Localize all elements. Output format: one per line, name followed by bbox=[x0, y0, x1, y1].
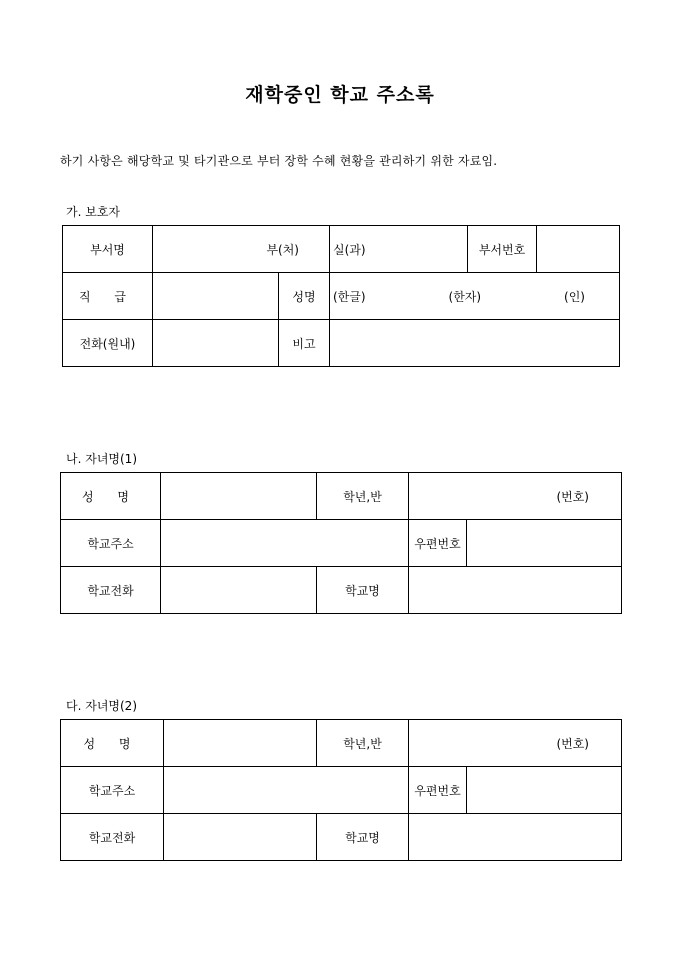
child2-school-phone-label: 학교전화 bbox=[61, 814, 164, 861]
name-hanja-label: (한자) bbox=[448, 289, 482, 304]
position-label: 직 급 bbox=[63, 273, 153, 320]
section-title-child2: 다. 자녀명(2) bbox=[66, 699, 137, 713]
child2-grade-class-label: 학년,반 bbox=[317, 720, 409, 767]
dept-bu-cheo-field[interactable] bbox=[153, 226, 330, 273]
child2-number-suffix: (번호) bbox=[556, 736, 589, 751]
sil-gwa-prefix: 실(과) bbox=[333, 242, 366, 257]
intro-text: 하기 사항은 해당학교 및 타기관으로 부터 장학 수혜 현황을 관리하기 위한 자료임. bbox=[60, 154, 498, 168]
guardian-name-field[interactable] bbox=[330, 273, 620, 320]
child1-school-phone-label: 학교전화 bbox=[61, 567, 161, 614]
child1-number-suffix: (번호) bbox=[556, 489, 589, 504]
child2-table bbox=[60, 719, 622, 861]
dept-no-field[interactable] bbox=[537, 226, 620, 273]
child2-school-name-field[interactable] bbox=[409, 814, 622, 861]
child2-school-address-field[interactable] bbox=[164, 767, 409, 814]
child1-school-address-label: 학교주소 bbox=[61, 520, 161, 567]
dept-name-label: 부서명 bbox=[63, 226, 153, 273]
bu-cheo-suffix: 부(처) bbox=[266, 242, 299, 257]
child1-name-field[interactable] bbox=[161, 473, 317, 520]
child2-school-phone-field[interactable] bbox=[164, 814, 317, 861]
child1-school-address-field[interactable] bbox=[161, 520, 409, 567]
section-title-child1: 나. 자녀명(1) bbox=[66, 452, 137, 466]
child2-name-field[interactable] bbox=[164, 720, 317, 767]
child1-name-label: 성 명 bbox=[61, 473, 161, 520]
child2-school-name-label: 학교명 bbox=[317, 814, 409, 861]
child1-school-name-label: 학교명 bbox=[317, 567, 409, 614]
remarks-label: 비고 bbox=[279, 320, 330, 367]
child1-postal-code-label: 우편번호 bbox=[409, 520, 467, 567]
dept-sil-gwa-field[interactable] bbox=[330, 226, 468, 273]
child1-postal-code-field[interactable] bbox=[467, 520, 622, 567]
child2-postal-code-field[interactable] bbox=[467, 767, 622, 814]
child1-school-phone-field[interactable] bbox=[161, 567, 317, 614]
child1-grade-class-field[interactable] bbox=[409, 473, 622, 520]
guardian-table bbox=[62, 225, 620, 367]
child2-school-address-label: 학교주소 bbox=[61, 767, 164, 814]
child2-grade-class-field[interactable] bbox=[409, 720, 622, 767]
name-korean-label: (한글) bbox=[333, 289, 366, 304]
child2-name-label: 성 명 bbox=[61, 720, 164, 767]
seal-label: (인) bbox=[564, 289, 585, 304]
child1-table bbox=[60, 472, 622, 614]
remarks-field[interactable] bbox=[330, 320, 620, 367]
phone-field[interactable] bbox=[153, 320, 279, 367]
document-title: 재학중인 학교 주소록 bbox=[245, 84, 435, 106]
section-title-guardian: 가. 보호자 bbox=[66, 205, 120, 219]
phone-label: 전화(원내) bbox=[63, 320, 153, 367]
name-label: 성명 bbox=[279, 273, 330, 320]
child2-postal-code-label: 우편번호 bbox=[409, 767, 467, 814]
dept-no-label: 부서번호 bbox=[468, 226, 537, 273]
child1-school-name-field[interactable] bbox=[409, 567, 622, 614]
child1-grade-class-label: 학년,반 bbox=[317, 473, 409, 520]
position-field[interactable] bbox=[153, 273, 279, 320]
